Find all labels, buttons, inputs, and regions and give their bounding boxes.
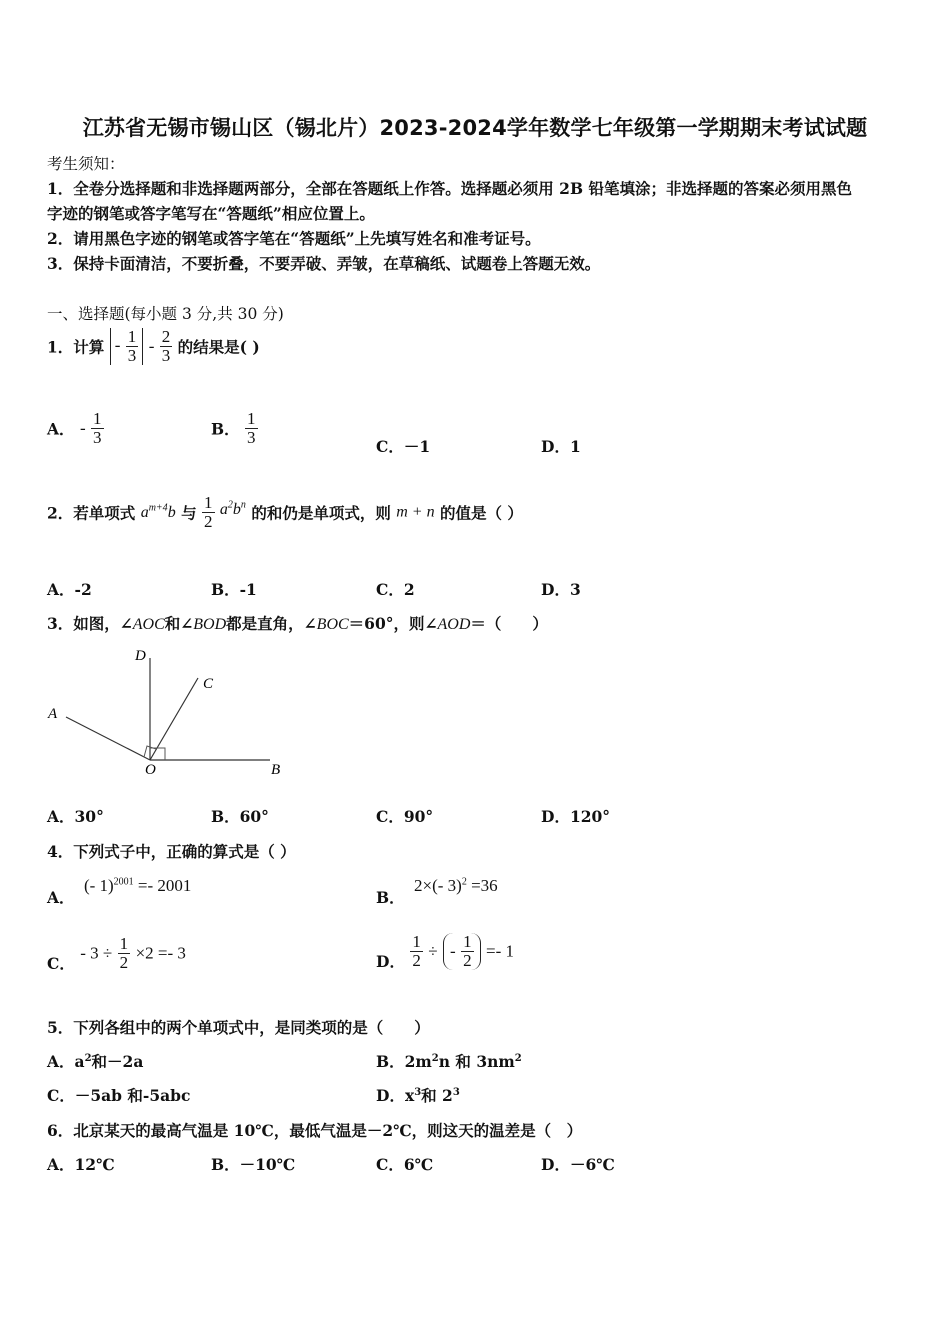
label-c: C xyxy=(203,676,214,692)
q4-option-c: C． - 3 ÷ $\frac{1}{2}$ ×2 =- 3 xyxy=(47,934,186,974)
question-4: 4．下列式子中，正确的算式是（ ） xyxy=(47,842,296,861)
q1-option-c: C．－1 xyxy=(376,437,431,456)
q2-fraction: $\frac{1}{2}$ xyxy=(204,493,213,531)
q2-option-a: A．-2 xyxy=(47,580,92,599)
notice-line-1a: 1．全卷分选择题和非选择题两部分，全部在答题纸上作答。选择题必须用 2B 铅笔填涂；非选择题的答案必须用黑色 xyxy=(47,179,852,198)
q4-option-d: D． $\frac{1}{2}$ ÷ - $\frac{1}{2}$ =- 1 xyxy=(376,932,514,972)
notice-line-2: 2．请用黑色字迹的钢笔或答字笔在“答题纸”上先填写姓名和准考证号。 xyxy=(47,229,541,248)
ray-oa xyxy=(66,717,150,760)
notice-heading: 考生须知： xyxy=(47,155,125,173)
q5-option-b: B．$2m^2n$ 和 $3nm^2$ xyxy=(376,1052,522,1071)
q3-option-d: D．120° xyxy=(541,807,611,826)
label-d: D xyxy=(135,648,146,664)
q6-option-c: C．6℃ xyxy=(376,1155,434,1174)
q6-option-b: B．－10℃ xyxy=(211,1155,296,1174)
q1-option-d: D．1 xyxy=(541,437,581,456)
q2-monomial-1: $a^{m+4}b$ xyxy=(140,502,176,521)
page-title: 江苏省无锡市锡山区（锡北片）2023-2024学年数学七年级第一学期期末考试试题 xyxy=(82,116,868,140)
notice-line-3: 3．保持卡面清洁，不要折叠，不要弄破、弄皱，在草稿纸、试题卷上答题无效。 xyxy=(47,254,601,273)
q1-fraction-1: $\frac{1}{3}$ xyxy=(127,327,137,365)
q6-option-a: A．12℃ xyxy=(47,1155,115,1174)
q3-option-b: B．60° xyxy=(211,807,269,826)
section-heading: 一、选择题(每小题 3 分,共 30 分) xyxy=(47,305,284,323)
q1-suffix: 的结果是( ) xyxy=(177,337,260,357)
label-a: A xyxy=(48,706,58,722)
q5-option-c: C．－5ab 和-5abc xyxy=(47,1086,191,1105)
question-6: 6．北京某天的最高气温是 10℃，最低气温是－2℃，则这天的温差是（ ） xyxy=(47,1121,583,1140)
q1-minus: - xyxy=(114,335,121,355)
q1-option-b: B． $\frac{1}{3}$ xyxy=(211,409,256,447)
q2-monomial-2: $a^2b^n$ xyxy=(219,500,246,519)
question-5: 5．下列各组中的两个单项式中，是同类项的是（ ） xyxy=(47,1018,430,1037)
q6-option-d: D．－6℃ xyxy=(541,1155,615,1174)
q3-option-c: C．90° xyxy=(376,807,434,826)
q1-minus-2: - xyxy=(148,336,155,356)
label-b: B xyxy=(271,762,281,778)
q1-option-a: A． - $\frac{1}{3}$ xyxy=(47,409,102,447)
q2-option-c: C．2 xyxy=(376,580,415,599)
label-o: O xyxy=(145,762,156,778)
question-1 xyxy=(47,328,260,365)
q2-option-b: B．-1 xyxy=(211,580,257,599)
notice-line-1b: 字迹的钢笔或答字笔写在“答题纸”相应位置上。 xyxy=(47,204,375,223)
q1-fraction-2: $\frac{2}{3}$ xyxy=(161,327,171,365)
q1-prefix: 1．计算 xyxy=(47,337,105,357)
q4-option-a: A． (- 1)$^{2001}$ =- 2001 xyxy=(47,876,192,907)
q3-option-a: A．30° xyxy=(47,807,104,826)
q1-abs-value xyxy=(110,328,144,365)
q2-option-d: D．3 xyxy=(541,580,581,599)
q4-option-b: B． 2×(- 3)$^2$ =36 xyxy=(376,876,498,907)
right-angle-mark-bod xyxy=(150,748,165,760)
q5-option-a: A．$a^2$和－2a xyxy=(47,1052,144,1071)
question-3: 3．如图，∠AOC和∠BOD都是直角，∠BOC＝60°，则∠AOD＝（ ） xyxy=(47,614,548,633)
question-2: 2．若单项式 $a^{m+4}b$ 与 $\frac{1}{2}$ $a^2b^n$ 的和仍是单项式，则 m + n 的值是（ ） xyxy=(47,493,523,531)
q5-option-d: D．$x^3$和 $2^3$ xyxy=(376,1086,460,1105)
q3-angle-diagram xyxy=(40,640,300,785)
